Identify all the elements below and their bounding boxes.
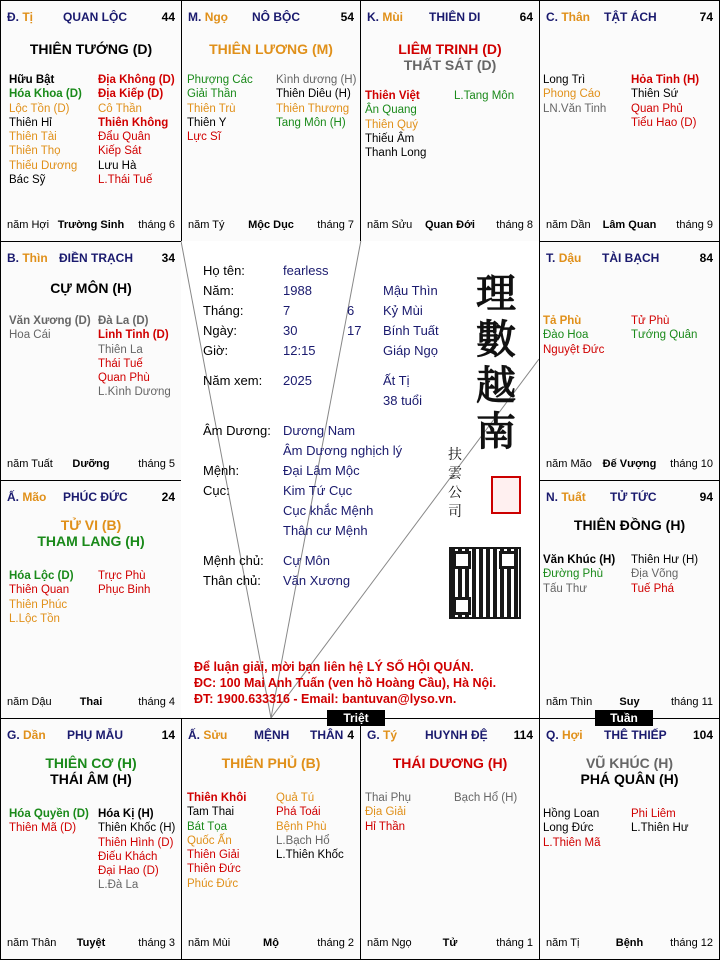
branch-label: Tị [22,10,34,24]
name-label: Họ tên: [203,263,245,278]
month-label: Tháng: [203,303,244,318]
minor-star: Thiên La [98,343,143,356]
branch-label: Mùi [382,10,404,24]
month-label: tháng 9 [676,219,713,231]
palace-number: 54 [340,10,354,24]
left-stars [365,791,411,834]
palace-number: 74 [699,10,713,24]
hour-value: 12:15 [283,343,316,358]
minor-star: L.Bạch Hổ [276,834,330,847]
minor-star: Thiên Quý [365,118,419,131]
minor-star: Tang Môn (H) [276,116,346,129]
main-star: THIÊN PHỦ (B) [221,755,321,771]
minor-star: Hóa Quyền (D) [9,808,89,820]
life-stage: Suy [619,696,640,708]
palace-mui[interactable]: K. Mùi THIÊN DI 64 LIÊM TRINH (D) THẤT SÁT (D) Thiên Việt Ân Quang Thiên Quý Thiếu Âm Thanh Long L.Tang Môn năm Sửu Quan Đới tháng 8 [360,0,540,242]
minor-star: Tướng Quân [631,329,698,342]
minor-star: Đại Hao (D) [98,865,159,878]
left-stars [9,807,89,836]
left-stars [9,314,91,343]
thanchu-label: Thân chủ: [203,573,261,588]
minor-star: Điếu Khách [98,850,158,863]
life-stage: Tuyệt [76,937,106,949]
minor-star: Hỏa Tinh (H) [631,74,700,86]
life-stage: Dưỡng [72,458,110,470]
minor-star: Thiếu Dương [9,159,78,172]
palace-dan[interactable]: G. Dần PHỤ MẪU 14 THIÊN CƠ (H) THÁI ÂM (H) Hóa Quyền (D) Thiên Mã (D) Hóa Kị (H) Thiên Khốc (H) Thiên Hình (D) Điếu Khách Đại Hao (D) L.Đà La năm Thân Tuyệt tháng 3 [0,718,182,960]
minor-star: Thiên Phúc [9,598,68,611]
menhchu-value: Cự Môn [283,553,330,568]
main-stars [540,755,719,787]
year-label: năm Sửu [367,219,413,231]
minor-star: Long Trì [543,74,586,86]
year-label: năm Dần [546,219,591,231]
left-stars [9,569,74,626]
menhchu-label: Mệnh chủ: [203,553,264,568]
minor-star: Tả Phù [543,315,582,327]
minor-star: Đà La (D) [98,315,149,327]
minor-star: Phong Cáo [543,88,601,101]
amduong-label: Âm Dương: [203,423,271,438]
main-star: THÁI ÂM (H) [50,771,132,787]
main-stars [182,755,360,771]
year-label: năm Dậu [7,696,52,708]
year-label: năm Tị [546,937,580,949]
amduong-note: Âm Dương nghịch lý [283,443,403,458]
right-stars [98,569,150,598]
main-star: THIÊN TƯỚNG (D) [29,41,153,57]
left-stars [543,807,601,850]
left-stars [365,89,426,160]
palace-name: MỆNH [254,728,290,742]
life-stage: Bệnh [615,937,644,949]
palace-mao[interactable]: Ấ. Mão PHÚC ĐỨC 24 TỬ VI (B) THAM LANG (H) Hóa Lộc (D) Thiên Quan Thiên Phúc L.Lộc Tồn Trực Phù Phục Binh năm Dậu Thai tháng 4 [0,480,182,719]
minor-star: Thiên Thọ [9,145,61,158]
right-stars [276,73,356,130]
life-stage: Mộ [263,937,279,949]
minor-star: Tử Phù [631,315,670,327]
palace-name: HUYNH ĐỆ [425,728,488,742]
palace-ngo[interactable]: M. Ngọ NÔ BỘC 54 THIÊN LƯƠNG (M) Phượng Các Giải Thần Thiên Trù Thiên Y Lực Sĩ Kình dương (H) Thiên Diêu (H) Thiên Thương Tang Môn (H) năm Tý Mộc Dục tháng 7 [181,0,361,242]
month-label: tháng 5 [138,458,175,470]
minor-star: Thai Phụ [365,792,412,804]
minor-star: Linh Tinh (D) [98,329,169,342]
left-stars [543,553,615,596]
main-star: THIÊN CƠ (H) [45,755,137,771]
minor-star: L.Kình Dương [98,386,171,399]
right-stars [276,791,344,862]
minor-star: Đào Hoa [543,329,589,342]
minor-star: Thiếu Âm [365,132,415,145]
minor-star: Thiên Giải [187,849,240,862]
minor-star: L.Thiên Khốc [276,849,344,862]
month-label: tháng 7 [317,219,354,231]
hour-label: Giờ: [203,343,229,358]
palace-number: 34 [161,251,175,265]
minor-star: Phi Liêm [631,808,676,820]
main-stars [361,41,539,73]
minor-star: Lực Sĩ [187,131,221,144]
minor-star: Thiên Y [187,116,227,129]
thanchu-value: Văn Xương [283,573,351,588]
name-value: fearless [283,263,329,278]
minor-star: Ân Quang [365,104,417,117]
right-stars [454,89,514,103]
palace-hoi[interactable]: Q. Hợi THÊ THIẾP 104 VŨ KHÚC (H) PHÁ QUÂN (H) Hồng Loan Long Đức L.Thiên Mã Phi Liêm L.Thiên Hư năm Tị Bệnh tháng 12 [539,718,720,960]
left-stars [543,314,604,357]
palace-name: TÀI BẠCH [602,251,660,265]
minor-star: L.Thiên Mã [543,836,601,849]
minor-star: Trực Phù [98,570,146,582]
red-seal [491,476,521,514]
view-year-label: Năm xem: [203,373,263,388]
menh-value: Đại Lâm Mộc [283,463,360,478]
left-stars [543,73,606,116]
month-label: tháng 4 [138,696,175,708]
left-stars [187,791,246,891]
minor-star: Địa Giải [365,806,406,819]
minor-star: Tuế Phá [631,582,675,595]
minor-star: L.Thái Tuế [98,174,153,187]
life-stage: Đế Vượng [602,458,657,470]
life-stage: Quan Đới [425,219,475,231]
year-label: năm Mùi [188,937,231,949]
month-label: tháng 1 [496,937,533,949]
main-star: CỰ MÔN (H) [50,280,132,296]
view-year: 2025 [283,373,312,388]
minor-star: Thiên Không [98,116,169,129]
main-stars [1,517,181,549]
minor-star: Kiếp Sát [98,145,142,158]
minor-star: Lộc Tồn (D) [9,102,70,115]
palace-dau[interactable]: T. Dậu TÀI BẠCH 84 Tả Phù Đào Hoa Nguyệt Đức Tử Phù Tướng Quân năm Mão Đế Vượng tháng 10 [539,241,720,481]
branch-label: Thìn [22,251,48,265]
main-stars [1,280,181,296]
life-stage: Trường Sinh [57,219,125,231]
minor-star: Hóa Khoa (D) [9,88,82,101]
main-stars [540,517,719,533]
minor-star: Thiên Tài [9,131,57,144]
minor-star: L.Thiên Hư [631,822,689,835]
year-lunar: Mậu Thìn [383,283,438,298]
day-label: Ngày: [203,323,237,338]
branch-label: Tuất [561,490,586,504]
year-label: năm Tuất [7,458,53,470]
branch-label: Hợi [562,728,583,742]
minor-star: Thiên Thương [276,102,350,115]
life-stage: Lâm Quan [602,219,657,231]
branch-label: Tý [383,728,398,742]
minor-star: Hóa Kị (H) [98,808,154,820]
minor-star: Thiên Trù [187,102,236,115]
minor-star: Đẩu Quân [98,131,151,144]
minor-star: Tiểu Hao (D) [631,116,697,129]
minor-star: Hồng Loan [543,808,600,820]
palace-ty[interactable]: G. Tý HUYNH ĐỆ 114 THÁI DƯƠNG (H) Thai Phụ Địa Giải Hỉ Thần Bạch Hổ (H) năm Ngọ Tử tháng 1 [360,718,540,960]
minor-star: Phục Binh [98,584,151,597]
minor-star: Tấu Thư [543,582,587,595]
year-label: năm Ngọ [367,937,412,949]
minor-star: Hoa Cái [9,329,51,342]
palace-number: 84 [699,251,713,265]
main-star: THẤT SÁT (D) [403,57,497,73]
main-star: THIÊN LƯƠNG (M) [209,41,333,57]
month-label: tháng 8 [496,219,533,231]
minor-star: Quan Phù [98,372,150,385]
age: 38 tuổi [383,393,423,408]
year-label: năm Thân [7,937,57,949]
right-stars [98,807,175,893]
minor-star: L.Đà La [98,879,139,892]
palace-name: QUAN LỘC [63,10,127,24]
palace-number: 14 [161,728,175,742]
hour-lunar: Giáp Ngọ [383,343,438,358]
minor-star: Địa Không (D) [98,74,175,86]
month-solar: 7 [283,303,291,318]
palace-name: PHÚC ĐỨC [63,490,128,504]
palace-name: NÔ BỘC [252,10,300,24]
minor-star: Kình dương (H) [276,74,357,86]
minor-star: L.Tang Môn [454,90,515,102]
branch-label: Mão [22,490,47,504]
minor-star: Phúc Đức [187,877,239,890]
contact-line-2: ĐC: 100 Mai Anh Tuấn (ven hồ Hoàng Cầu), Hà Nội. [194,676,497,690]
minor-star: Văn Khúc (H) [543,554,616,566]
minor-star: Hóa Lộc (D) [9,570,74,582]
than-note: Thân cư Mệnh [283,523,368,538]
right-stars [631,807,689,836]
minor-star: Thiên Diêu (H) [276,88,351,101]
minor-star: Quan Phủ [631,102,683,115]
palace-name: TẬT ÁCH [604,10,657,24]
year-label: năm Hợi [7,219,50,231]
palace-name: PHỤ MẪU [67,728,123,742]
branch-label: Thân [561,10,591,24]
minor-star: LN.Văn Tinh [543,102,607,115]
minor-star: Thái Tuế [98,357,143,370]
body-palace-label: THÂN [310,728,344,742]
palace-number: 94 [699,490,713,504]
right-stars [631,314,697,343]
year-label: năm Thìn [546,696,593,708]
branch-label: Ngọ [204,10,229,24]
month-label: tháng 2 [317,937,354,949]
minor-star: Thiên Khôi [187,792,247,804]
minor-star: Thiên Sứ [631,88,679,101]
left-stars [9,73,82,187]
minor-star: Quả Tú [276,792,315,804]
palace-name: ĐIỀN TRẠCH [59,251,133,265]
minor-star: Thiên Đức [187,863,241,876]
main-star: LIÊM TRINH (D) [398,41,502,57]
life-stage: Thai [79,696,103,708]
contact-line-1: Để luận giải, mời bạn liên hệ LÝ SỐ HỘI QUÁN. [194,660,474,674]
main-stars [1,755,181,787]
month-label: tháng 12 [670,937,713,949]
palace-name: TỬ TỨC [610,490,657,504]
palace-number: 114 [513,728,533,742]
branch-label: Dần [23,728,46,742]
calligraphy-side: 扶 雲 公 司 [448,447,462,520]
month-lunar-num: 6 [347,303,355,318]
right-stars [98,73,175,187]
view-year-lunar: Ất Tị [383,373,410,388]
palace-thin[interactable]: B. Thìn ĐIỀN TRẠCH 34 CỰ MÔN (H) Văn Xương (D) Hoa Cái Đà La (D) Linh Tinh (D) Thiên La Thái Tuế Quan Phù L.Kình Dương năm Tuất Dưỡng tháng 5 [0,241,182,481]
amduong-value: Dương Nam [283,423,356,438]
day-solar: 30 [283,323,298,338]
palace-number: 64 [519,10,533,24]
main-star: THAM LANG (H) [37,533,145,549]
main-star: PHÁ QUÂN (H) [580,771,679,787]
main-star: TỬ VI (B) [60,517,122,533]
calligraphy-logo: 理 數 越 南 [476,270,516,455]
month-label: tháng 6 [138,219,175,231]
minor-star: Quốc Ấn [187,834,232,847]
minor-star: Thiên Hình (D) [98,836,174,849]
minor-star: Long Đức [543,822,594,835]
month-label: tháng 3 [138,937,175,949]
cuc-value: Kim Tứ Cục [283,483,353,498]
minor-star: Địa Kiếp (D) [98,88,164,101]
main-stars [361,755,539,771]
minor-star: Văn Xương (D) [9,315,91,327]
palace-tuat[interactable]: N. Tuất TỬ TỨC 94 THIÊN ĐỒNG (H) Văn Khúc (H) Đường Phù Tấu Thư Thiên Hư (H) Địa Võng Tuế Phá năm Thìn Suy tháng 11 [539,480,720,719]
minor-star: Đường Phù [543,568,603,581]
minor-star: Hỉ Thần [365,820,406,833]
contact-line-3: ĐT: 1900.633316 - Email: bantuvan@lyso.vn. [194,692,457,706]
menh-label: Mệnh: [203,463,240,478]
minor-star: Tam Thai [187,806,235,819]
palace-suu[interactable]: Ấ. Sửu MỆNH THÂN 4 THIÊN PHỦ (B) Thiên Khôi Tam Thai Bát Tọa Quốc Ấn Thiên Giải Thiên Đức Phúc Đức Quả Tú Phá Toái Bệnh Phù L.Bạch Hổ L.Thiên Khốc năm Mùi Mộ tháng 2 [181,718,361,960]
day-lunar: Bính Tuất [383,323,439,338]
palace-than[interactable]: C. Thân TẬT ÁCH 74 Long Trì Phong Cáo LN.Văn Tinh Hỏa Tinh (H) Thiên Sứ Quan Phủ Tiểu Hao (D) năm Dần Lâm Quan tháng 9 [539,0,720,242]
triet-marker: Triệt [327,710,385,726]
right-stars [631,73,699,130]
right-stars [454,791,517,805]
minor-star: Thiên Hư (H) [631,554,699,566]
minor-star: Nguyệt Đức [543,343,605,356]
minor-star: Bát Tọa [187,820,228,833]
main-star: VŨ KHÚC (H) [585,755,674,771]
tuan-marker: Tuần [595,710,653,726]
minor-star: Thiên Quan [9,584,70,597]
month-label: tháng 10 [670,458,713,470]
cuc-note: Cục khắc Mệnh [283,503,374,518]
minor-star: L.Lộc Tồn [9,612,60,625]
palace-number: 104 [692,728,713,742]
minor-star: Thiên Việt [365,90,420,102]
minor-star: Cô Thần [98,102,142,115]
minor-star: Thiên Khốc (H) [98,822,176,835]
minor-star: Phá Toái [276,806,321,819]
palace-ti[interactable]: Đ. Tị QUAN LỘC 44 THIÊN TƯỚNG (D) Hữu Bật Hóa Khoa (D) Lộc Tồn (D) Thiên Hỉ Thiên Tài Thiên Thọ Thiếu Dương Bác Sỹ Địa Không (D) Địa Kiếp (D) Cô Thần Thiên Không Đẩu Quân Kiếp Sát Lưu Hà L.Thái Tuế năm Hợi Trường Sinh tháng 6 [0,0,182,242]
minor-star: Bệnh Phù [276,820,327,833]
year-label: Năm: [203,283,235,298]
month-lunar: Kỷ Mùi [383,303,423,318]
palace-number: 4 [347,728,354,742]
qr-code[interactable] [449,547,521,619]
minor-star: Thanh Long [365,147,427,160]
main-star: THÁI DƯƠNG (H) [392,755,508,771]
center-info-panel [181,241,539,718]
minor-star: Bác Sỹ [9,174,46,187]
year-label: năm Tý [188,219,225,231]
minor-star: Thiên Mã (D) [9,822,77,835]
palace-number: 44 [161,10,175,24]
minor-star: Thiên Hỉ [9,116,52,129]
left-stars [187,73,253,144]
main-star: THIÊN ĐỒNG (H) [573,517,686,533]
main-stars [182,41,360,57]
minor-star: Hữu Bật [9,74,55,86]
cuc-label: Cục: [203,483,230,498]
month-label: tháng 11 [670,696,713,708]
year-solar: 1988 [283,283,312,298]
minor-star: Bạch Hổ (H) [454,792,518,804]
palace-name: THÊ THIẾP [604,728,667,742]
life-stage: Mộc Dục [248,219,294,231]
day-lunar-num: 17 [347,323,362,338]
main-stars [1,41,181,57]
palace-number: 24 [161,490,175,504]
minor-star: Lưu Hà [98,159,137,172]
branch-label: Sửu [203,728,228,742]
palace-name: THIÊN DI [429,10,481,24]
minor-star: Phượng Các [187,74,253,86]
right-stars [631,553,698,596]
minor-star: Giải Thần [187,88,237,101]
minor-star: Địa Võng [631,568,679,581]
year-label: năm Mão [546,458,592,470]
life-stage: Tử [442,937,458,949]
branch-label: Dậu [558,251,582,265]
right-stars [98,314,171,400]
